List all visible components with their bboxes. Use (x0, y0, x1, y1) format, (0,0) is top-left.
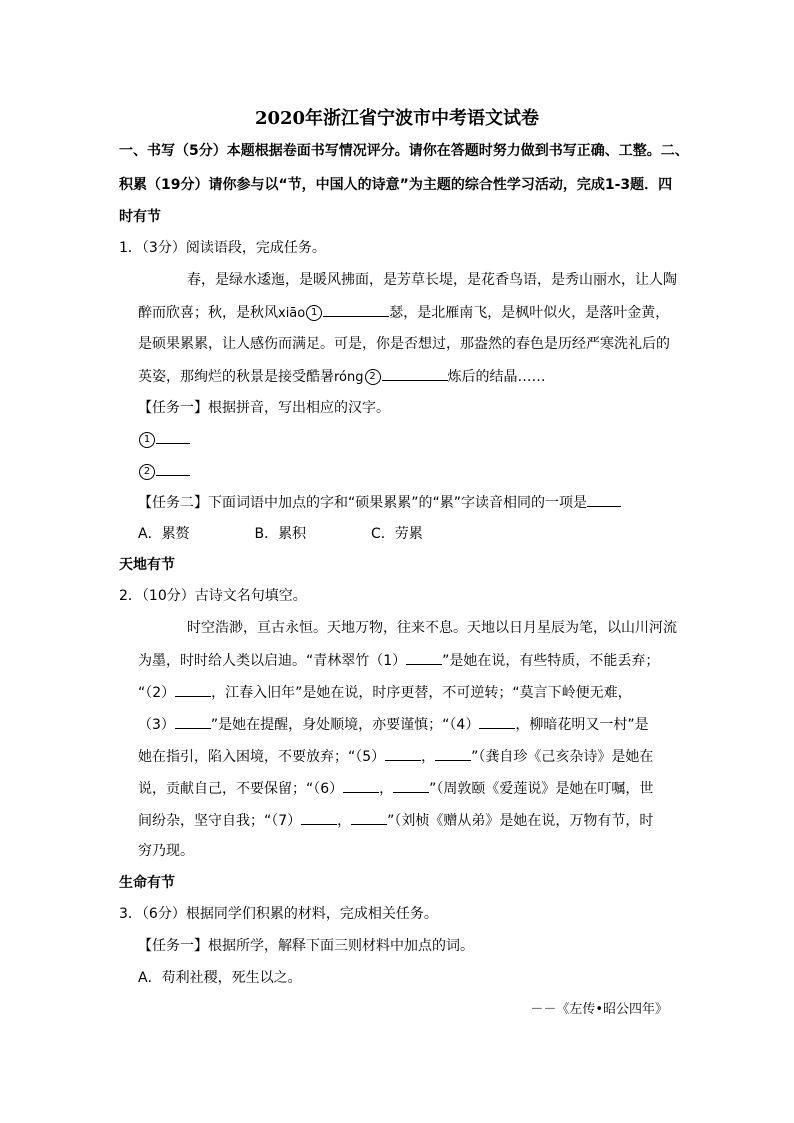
blank-q2-7a[interactable] (301, 810, 337, 825)
blank-q2-6a[interactable] (343, 778, 379, 793)
q2-text: ”（龚自珍《己亥杂诗》是她在 (471, 749, 654, 765)
q2-line-5 (138, 746, 653, 767)
q2-text: “（2） (138, 685, 176, 701)
q2-line-3 (138, 682, 632, 703)
q1-text: 醉而欣喜；秋，是秋风 (138, 305, 278, 321)
q2-line-2 (138, 650, 659, 671)
circled-number-1: 1 (306, 305, 322, 321)
blank-q2-2[interactable] (175, 682, 211, 697)
q2-text: ”（刘桢《赠从弟》是她在说，万物有节，时 (387, 813, 654, 829)
q1-para-line-3: 是硕果累累，让人感伤而满足。可是，你是否想过，那盎然的春色是历经严寒洗礼后的 (138, 336, 670, 352)
intro-line-2: 积累（19分）请你参与以“节，中国人的诗意”为主题的综合性学习活动，完成1-3题．四 (119, 177, 673, 193)
q3-item-a: A．苟利社稷，死生以之。 (138, 970, 302, 986)
option-a[interactable]: A．累赘 (138, 526, 190, 542)
q1-text: 瑟，是北雁南飞，是枫叶似火，是落叶金黄， (389, 305, 670, 321)
q2-text: 为墨，时时给人类以启迪。“青林翠竹（1） (138, 653, 407, 669)
q2-text: ”是她在提醒，身处顺境，亦要谨慎；“（4） (210, 717, 480, 733)
q1-para-line-1: 春，是绿水逶迤，是暖风拂面，是芳草长堤，是花香鸟语，是秀山丽水，让人陶 (187, 272, 677, 288)
q2-line-6 (138, 778, 653, 799)
q1-options (138, 524, 423, 544)
q2-text: （3） (138, 717, 175, 733)
pinyin-rong: róng (334, 370, 364, 385)
answer-line-1 (138, 429, 190, 450)
q1-task-2-text: 【任务二】下面词语中加点的字和“硕果累累”的“累”字读音相同的一项是 (138, 495, 588, 511)
q2-line-4 (138, 714, 649, 735)
q2-text: 间纷杂，坚守自我；“（7） (138, 813, 302, 829)
q2-text: 说，贡献自己，不要保留；“（6） (138, 781, 344, 797)
answer-blank-2[interactable] (156, 461, 190, 476)
blank-q2-7b[interactable] (351, 810, 387, 825)
intro-line-3: 时有节 (119, 209, 161, 225)
q2-text: ，柳暗花明又一村”是 (515, 717, 649, 733)
q1-text: 英姿，那绚烂的秋景是接受酷暑 (138, 369, 334, 385)
blank-1[interactable] (323, 302, 389, 317)
blank-q2-5a[interactable] (385, 746, 421, 761)
blank-q2-3[interactable] (175, 714, 211, 729)
section-heading-2: 天地有节 (119, 557, 175, 573)
page-title: 2020年浙江省宁波市中考语文试卷 (254, 108, 540, 129)
q2-line-8: 穷乃现。 (138, 843, 194, 859)
q1-heading: 1．（3分）阅读语段，完成任务。 (119, 240, 326, 256)
q2-heading: 2．（10分）古诗文名句填空。 (119, 588, 307, 604)
task2-answer-blank[interactable] (587, 492, 621, 507)
option-b[interactable]: B．累积 (254, 526, 307, 542)
source-citation: －－《左传•昭公四年》 (530, 1002, 668, 1017)
q2-text: ， (337, 813, 352, 829)
q1-task-2 (138, 492, 621, 513)
q1-para-line-2 (138, 302, 669, 324)
q1-para-line-4 (138, 366, 546, 388)
blank-2[interactable] (382, 366, 448, 381)
intro-line-1: 一、书写（5分）本题根据卷面书写情况评分。请你在答题时努力做到书写正确、工整。二、 (119, 143, 689, 159)
pinyin-xiao: xiāo (278, 306, 306, 321)
blank-q2-6b[interactable] (393, 778, 429, 793)
q3-task-1: 【任务一】根据所学，解释下面三则材料中加点的词。 (138, 938, 474, 954)
q1-task-1: 【任务一】根据拼音，写出相应的汉字。 (138, 400, 390, 416)
answer-line-2 (138, 461, 190, 482)
blank-q2-4[interactable] (479, 714, 515, 729)
answer-blank-1[interactable] (156, 429, 190, 444)
q2-text: ，江春入旧年”是她在说，时序更替，不可逆转；“莫言下岭便无难， (211, 685, 632, 701)
blank-q2-5b[interactable] (435, 746, 471, 761)
q2-text: ”（周敦颐《爱莲说》是她在叮嘱，世 (429, 781, 654, 797)
blank-q2-1[interactable] (406, 650, 442, 665)
q2-text: ， (421, 749, 436, 765)
circled-number-1: 1 (139, 432, 155, 448)
q3-heading: 3．（6分）根据同学们积累的材料，完成相关任务。 (119, 906, 438, 922)
section-heading-3: 生命有节 (119, 875, 175, 891)
circled-number-2: 2 (365, 369, 381, 385)
q2-text: ， (379, 781, 394, 797)
q2-text: ”是她在说，有些特质，不能丢弃； (442, 653, 660, 669)
q2-line-1: 时空浩渺，亘古永恒。天地万物，往来不息。天地以日月星辰为笔，以山川河流 (187, 620, 677, 636)
circled-number-2: 2 (139, 464, 155, 480)
q1-text: 炼后的结晶…… (447, 369, 546, 385)
q2-line-7 (138, 810, 653, 831)
q2-text: 她在指引，陷入困境，不要放弃；“（5） (138, 749, 386, 765)
option-c[interactable]: C．劳累 (371, 526, 423, 542)
